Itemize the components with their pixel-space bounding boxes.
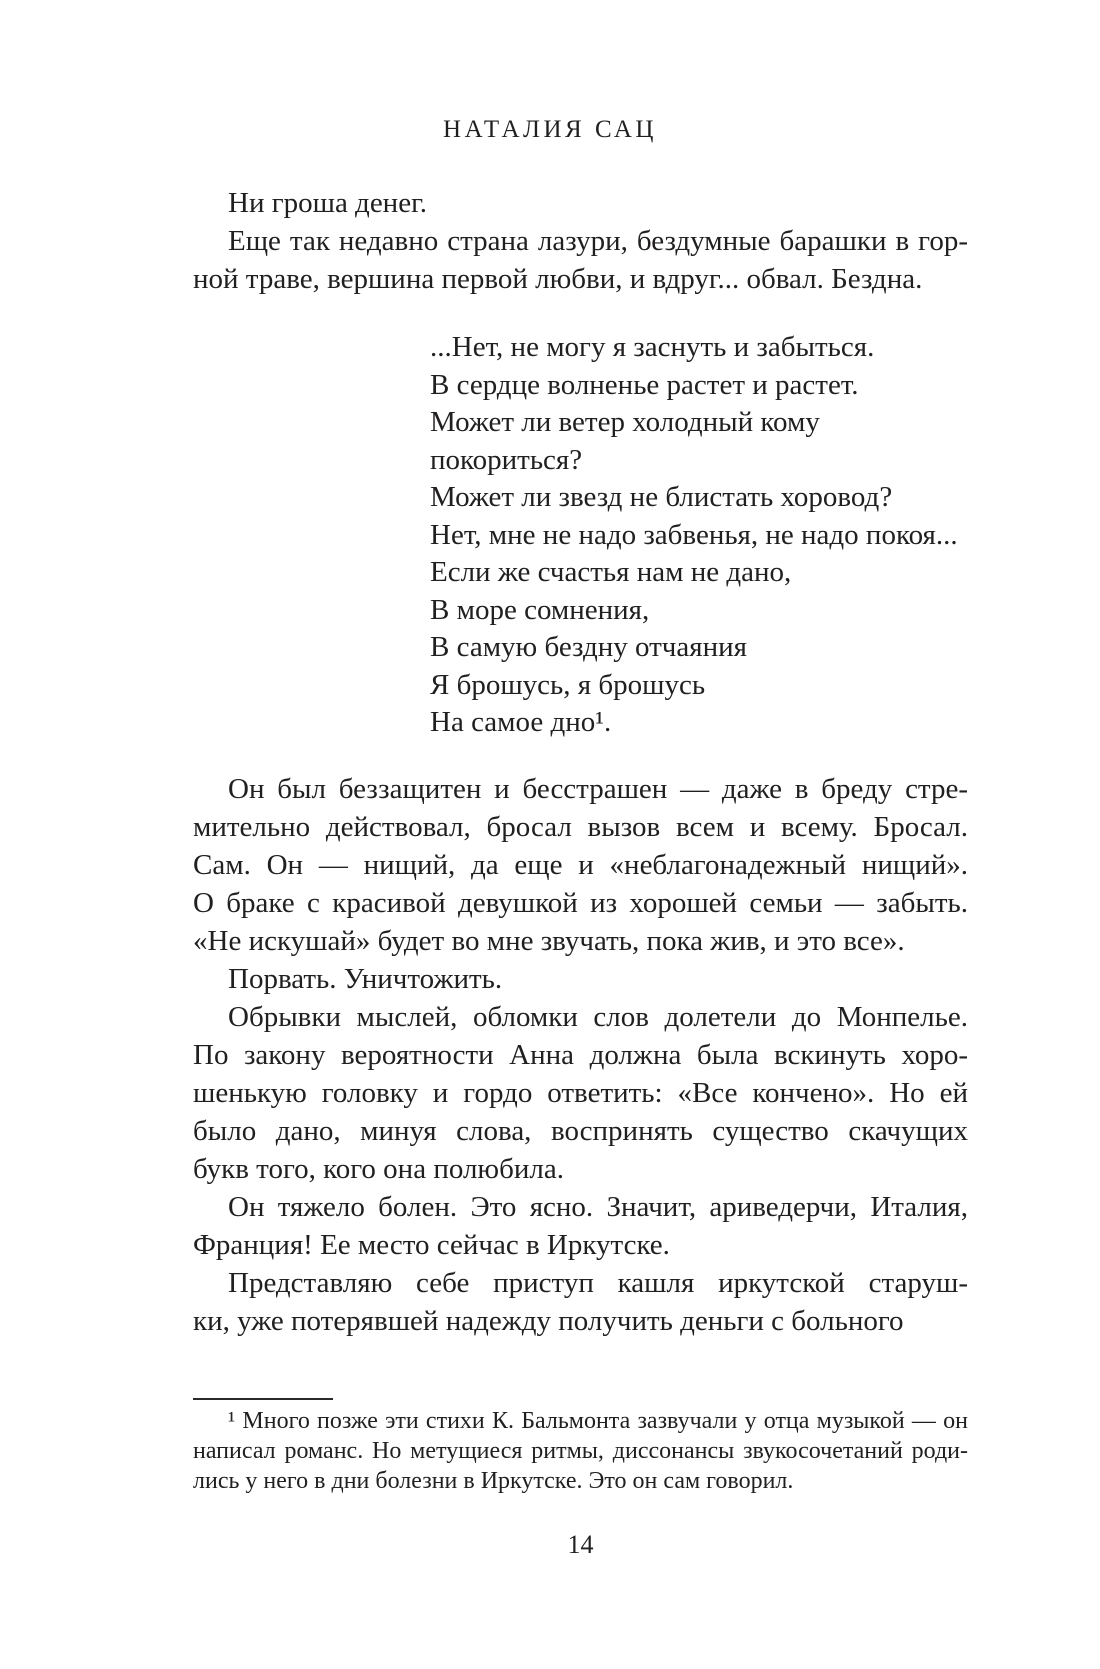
poem-line: В самую бездну отчаяния bbox=[430, 631, 747, 663]
poem-block bbox=[430, 329, 968, 742]
text-line: Он был беззащитен и бесстрашен — даже в бреду стре- bbox=[228, 772, 968, 805]
text-line: ки, уже потерявшей надежду получить деньги с больного bbox=[193, 1304, 904, 1337]
text-line: Представляю себе приступ кашля иркутской старуш- bbox=[228, 1266, 968, 1299]
footnote-divider bbox=[193, 1398, 333, 1400]
poem-line: Я брошусь, я брошусь bbox=[430, 668, 706, 701]
page-number: 14 bbox=[567, 1529, 594, 1559]
text-body bbox=[193, 184, 968, 1340]
paragraph bbox=[193, 998, 968, 1188]
poem-line: Может ли ветер холодный кому покориться? bbox=[430, 406, 820, 476]
text-line: Порвать. Уничтожить. bbox=[228, 962, 503, 995]
poem-line: Может ли звезд не блистать хоровод? bbox=[430, 481, 893, 513]
footnote bbox=[193, 1406, 968, 1496]
paragraph bbox=[193, 1264, 968, 1340]
text-line: Франция! Ее место сейчас в Иркутске. bbox=[193, 1228, 670, 1261]
footnote-line: ¹ Много позже эти стихи К. Бальмонта зазвучали у отца музыкой — он bbox=[228, 1407, 968, 1434]
text-line: Еще так недавно страна лазури, бездумные барашки в гор- bbox=[228, 225, 968, 257]
paragraph bbox=[193, 222, 968, 298]
poem-line: Если же счастья нам не дано, bbox=[430, 556, 792, 588]
text-line: Ни гроша денег. bbox=[228, 187, 427, 219]
text-line: Сам. Он — нищий, да еще и «неблагонадежный нищий». bbox=[193, 848, 968, 881]
text-line: было дано, минуя слова, воспринять существо скачущих bbox=[193, 1114, 968, 1147]
paragraph bbox=[193, 960, 968, 998]
footnote-line: лись у него в дни болезни в Иркутске. Это он сам говорил. bbox=[193, 1467, 794, 1494]
text-line: О браке с красивой девушкой из хорошей семьи — забыть. bbox=[193, 886, 968, 919]
footnote-line: написал романс. Но метущиеся ритмы, диссонансы звукосочетаний роди- bbox=[193, 1437, 968, 1464]
paragraph bbox=[193, 1188, 968, 1264]
poem-line: На самое дно¹. bbox=[430, 706, 612, 738]
text-line: Обрывки мыслей, обломки слов долетели до Монпелье. bbox=[228, 1000, 968, 1033]
text-line: мительно действовал, бросал вызов всем и всему. Бросал. bbox=[193, 810, 968, 843]
poem-line: В море сомнения, bbox=[430, 593, 650, 626]
text-line: Он тяжело болен. Это ясно. Значит, ариведерчи, Италия, bbox=[228, 1190, 968, 1223]
text-line: букв того, кого она полюбила. bbox=[193, 1152, 564, 1185]
text-line: По закону вероятности Анна должна была вскинуть хоро- bbox=[193, 1038, 968, 1071]
poem-line: Нет, мне не надо забвенья, не надо покоя... bbox=[430, 518, 958, 551]
running-header: НАТАЛИЯ САЦ bbox=[443, 116, 657, 143]
text-line: ной траве, вершина первой любви, и вдруг... обвал. Бездна. bbox=[193, 263, 923, 295]
poem-line: В сердце волненье растет и растет. bbox=[430, 368, 859, 401]
text-line: «Не искушай» будет во мне звучать, пока жив, и это все». bbox=[193, 924, 905, 957]
poem-line: ...Нет, не могу я заснуть и забыться. bbox=[430, 331, 875, 363]
text-line: шенькую головку и гордо ответить: «Все кончено». Но ей bbox=[193, 1076, 968, 1109]
paragraph bbox=[193, 184, 968, 222]
paragraph bbox=[193, 770, 968, 960]
